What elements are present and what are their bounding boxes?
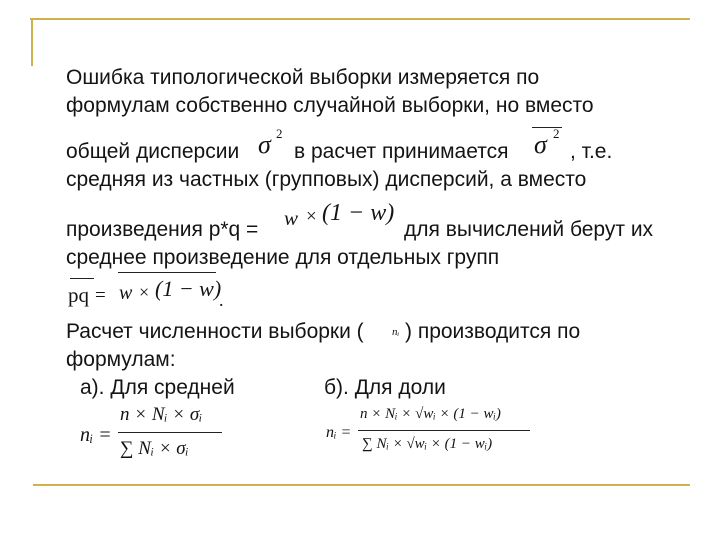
text-line-8: формулам: [66,348,176,371]
sigma-mean-exp: 2 [553,126,560,141]
formula-b-lhs: nᵢ = [326,424,352,441]
text-line-3c: , т.е. [570,140,613,163]
pq-lhs: pq [68,283,89,307]
text-line-3b: в расчет принимается [294,140,509,163]
formula-b-fraction-line [358,430,530,431]
item-b-label: б). Для доли [324,376,446,399]
text-line-3a: общей дисперсии [66,140,240,163]
pq-bar [70,278,94,279]
pq-times: × [139,282,150,302]
decor-bottom-rule [33,484,690,486]
sigma-mean: σ [534,130,547,159]
pq-end: . [219,290,224,310]
item-a-label: а). Для средней [80,376,235,399]
wq-times: × [306,206,317,227]
text-line-2: формулам собственно случайной выборки, но вместо [66,94,594,117]
text-line-5b: для вычислений берут их [404,218,654,241]
wq-paren: (1 − w) [322,200,395,226]
sigma-general: σ [258,130,271,159]
pq-rhs-bar [118,272,216,273]
formula-a-lhs: nᵢ = [80,424,112,446]
wq-w: w [284,206,299,230]
pq-eq: = [95,285,106,306]
text-line-5a: произведения p*q = [66,218,259,241]
pq-paren: (1 − w) [155,276,222,301]
text-line-7: Расчет численности выборки ( [66,320,364,343]
formula-a-numerator: n × Nᵢ × σᵢ [120,404,203,425]
formula-b-denominator: ∑ Nᵢ × √wᵢ × (1 − wᵢ) [362,436,493,452]
text-line-1: Ошибка типологической выборки измеряется по [66,66,540,89]
text-line-4: средняя из частных (групповых) дисперсий, а вместо [66,168,587,191]
text-line-7b: ) производится по [405,320,581,343]
text-line-6: среднее произведение для отдельных групп [66,246,500,269]
formula-b-numerator: n × Nᵢ × √wᵢ × (1 − wᵢ) [360,406,501,422]
formula-a-fraction-line [118,432,222,433]
decor-left-rule [31,18,33,66]
decor-top-rule [30,18,690,20]
sigma-general-exp: 2 [276,126,283,141]
n-i-inline: nᵢ [392,326,400,338]
formula-a-denominator: ∑ Nᵢ × σᵢ [120,438,189,459]
pq-w: w [119,282,133,304]
